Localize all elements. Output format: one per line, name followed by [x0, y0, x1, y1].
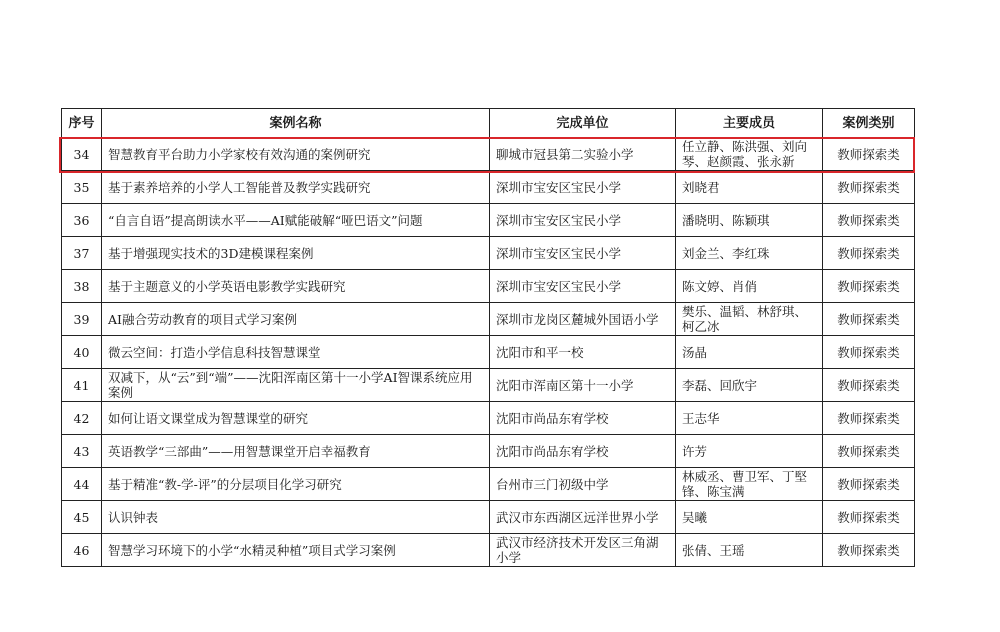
- table-row: [62, 303, 915, 336]
- header-row: [62, 109, 915, 138]
- header-completing-unit: 完成单位: [490, 109, 676, 138]
- header-case-category: 案例类别: [823, 109, 915, 138]
- row-serial-number: 36: [62, 204, 102, 237]
- row-completing-unit: 武汉市经济技术开发区三角湖小学: [490, 534, 676, 567]
- row-case-name: AI融合劳动教育的项目式学习案例: [102, 303, 490, 336]
- row-case-category: 教师探索类: [823, 468, 915, 501]
- header-serial-number: 序号: [62, 109, 102, 138]
- row-main-members: 刘晓君: [676, 171, 823, 204]
- row-main-members: 任立静、陈洪强、刘向琴、赵颜霞、张永新: [676, 138, 823, 171]
- table-row: [62, 270, 915, 303]
- row-serial-number: 46: [62, 534, 102, 567]
- row-case-category: 教师探索类: [823, 501, 915, 534]
- table-row: [62, 468, 915, 501]
- row-case-name: “自言自语”提高朗读水平——AI赋能破解“哑巴语文”问题: [102, 204, 490, 237]
- row-case-name: 基于素养培养的小学人工智能普及教学实践研究: [102, 171, 490, 204]
- row-main-members: 刘金兰、李红珠: [676, 237, 823, 270]
- row-completing-unit: 沈阳市和平一校: [490, 336, 676, 369]
- table-row: [62, 435, 915, 468]
- row-main-members: 张倩、王瑶: [676, 534, 823, 567]
- row-case-name: 智慧学习环境下的小学“水精灵种植”项目式学习案例: [102, 534, 490, 567]
- row-main-members: 陈文婷、肖俏: [676, 270, 823, 303]
- row-case-category: 教师探索类: [823, 336, 915, 369]
- row-serial-number: 41: [62, 369, 102, 402]
- row-completing-unit: 沈阳市尚品东宥学校: [490, 402, 676, 435]
- table-row: [62, 138, 915, 171]
- row-completing-unit: 沈阳市浑南区第十一小学: [490, 369, 676, 402]
- table-row: [62, 171, 915, 204]
- row-case-name: 认识钟表: [102, 501, 490, 534]
- row-case-name: 基于增强现实技术的3D建模课程案例: [102, 237, 490, 270]
- row-completing-unit: 台州市三门初级中学: [490, 468, 676, 501]
- row-main-members: 王志华: [676, 402, 823, 435]
- row-serial-number: 45: [62, 501, 102, 534]
- table-row: [62, 534, 915, 567]
- row-case-category: 教师探索类: [823, 534, 915, 567]
- row-case-category: 教师探索类: [823, 237, 915, 270]
- row-serial-number: 34: [62, 138, 102, 171]
- row-case-name: 微云空间：打造小学信息科技智慧课堂: [102, 336, 490, 369]
- row-main-members: 许芳: [676, 435, 823, 468]
- row-serial-number: 38: [62, 270, 102, 303]
- row-serial-number: 44: [62, 468, 102, 501]
- row-main-members: 林威丞、曹卫军、丁堅锋、陈宝满: [676, 468, 823, 501]
- row-main-members: 汤晶: [676, 336, 823, 369]
- row-completing-unit: 深圳市宝安区宝民小学: [490, 237, 676, 270]
- row-case-category: 教师探索类: [823, 171, 915, 204]
- header-main-members: 主要成员: [676, 109, 823, 138]
- row-main-members: 吴曦: [676, 501, 823, 534]
- row-case-category: 教师探索类: [823, 369, 915, 402]
- row-case-name: 智慧教育平台助力小学家校有效沟通的案例研究: [102, 138, 490, 171]
- row-case-name: 基于主题意义的小学英语电影教学实践研究: [102, 270, 490, 303]
- row-serial-number: 37: [62, 237, 102, 270]
- row-completing-unit: 深圳市宝安区宝民小学: [490, 204, 676, 237]
- row-case-name: 双减下，从“云”到“端”——沈阳浑南区第十一小学AI智课系统应用案例: [102, 369, 490, 402]
- row-main-members: 潘晓明、陈颖琪: [676, 204, 823, 237]
- row-case-name: 如何让语文课堂成为智慧课堂的研究: [102, 402, 490, 435]
- table-row: [62, 369, 915, 402]
- row-completing-unit: 深圳市龙岗区麓城外国语小学: [490, 303, 676, 336]
- row-main-members: 李磊、回欣宇: [676, 369, 823, 402]
- row-serial-number: 40: [62, 336, 102, 369]
- row-serial-number: 43: [62, 435, 102, 468]
- row-case-category: 教师探索类: [823, 204, 915, 237]
- row-case-category: 教师探索类: [823, 435, 915, 468]
- table-row: [62, 237, 915, 270]
- table-row: [62, 204, 915, 237]
- row-case-category: 教师探索类: [823, 402, 915, 435]
- row-case-category: 教师探索类: [823, 138, 915, 171]
- row-case-category: 教师探索类: [823, 270, 915, 303]
- header-case-name: 案例名称: [102, 109, 490, 138]
- table-body: [62, 138, 915, 567]
- table-row: [62, 336, 915, 369]
- row-main-members: 樊乐、温韬、林舒琪、柯乙冰: [676, 303, 823, 336]
- row-completing-unit: 武汉市东西湖区远洋世界小学: [490, 501, 676, 534]
- row-case-name: 英语教学“三部曲”——用智慧课堂开启幸福教育: [102, 435, 490, 468]
- row-case-category: 教师探索类: [823, 303, 915, 336]
- row-completing-unit: 深圳市宝安区宝民小学: [490, 270, 676, 303]
- row-case-name: 基于精准“教-学-评”的分层项目化学习研究: [102, 468, 490, 501]
- row-completing-unit: 沈阳市尚品东宥学校: [490, 435, 676, 468]
- table-row: [62, 402, 915, 435]
- table-row: [62, 501, 915, 534]
- case-list-table: [61, 108, 915, 567]
- row-serial-number: 35: [62, 171, 102, 204]
- row-serial-number: 39: [62, 303, 102, 336]
- table-header: [62, 109, 915, 138]
- row-completing-unit: 深圳市宝安区宝民小学: [490, 171, 676, 204]
- row-completing-unit: 聊城市冠县第二实验小学: [490, 138, 676, 171]
- row-serial-number: 42: [62, 402, 102, 435]
